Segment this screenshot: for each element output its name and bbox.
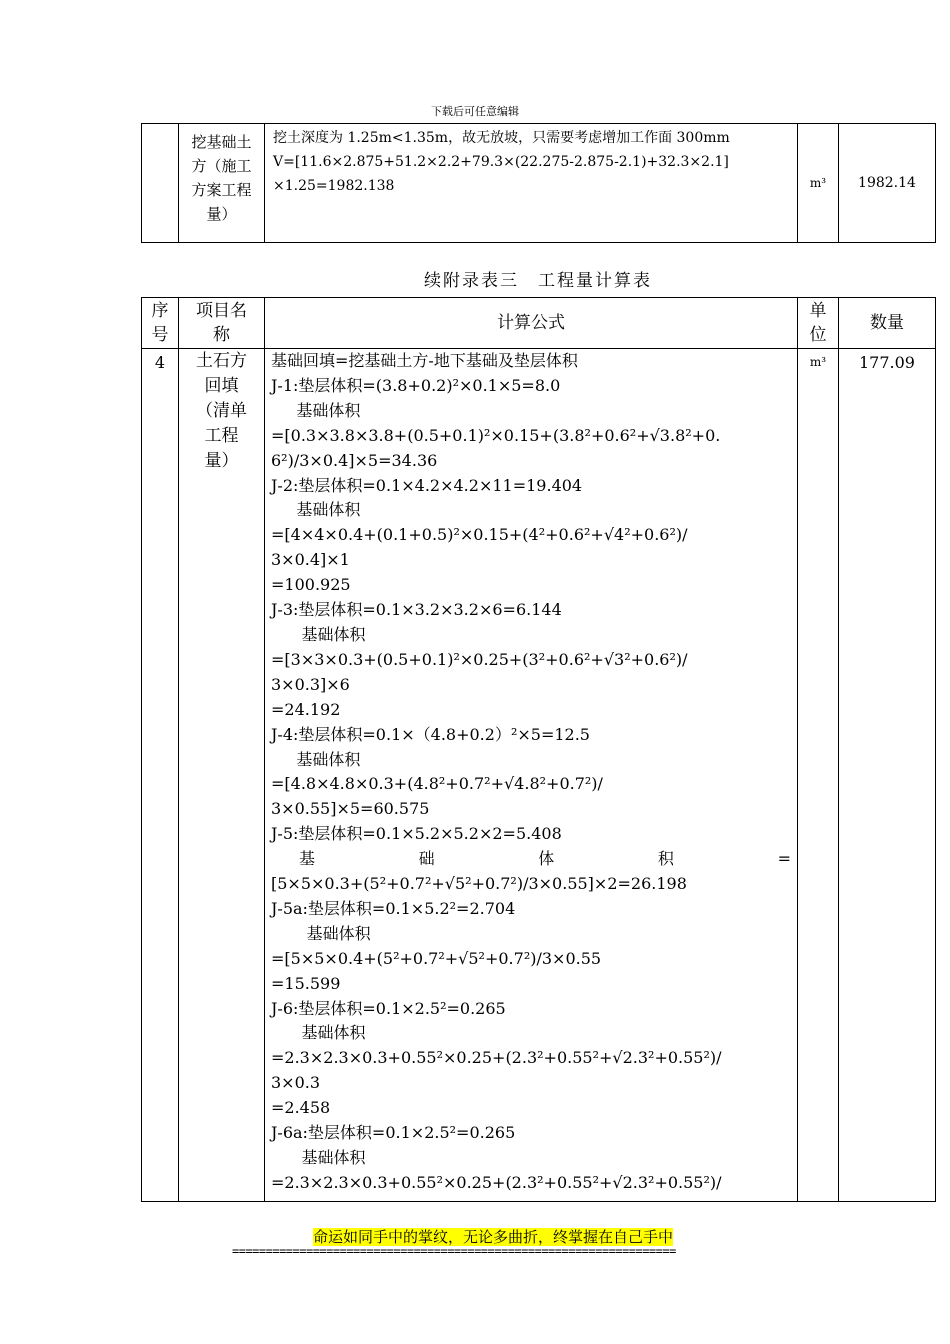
formula-cell <box>265 349 798 1202</box>
formula-line: 3×0.55]×5=60.575 <box>271 799 430 819</box>
formula-line: J-1:垫层体积=(3.8+0.2)²×0.1×5=8.0 <box>271 375 561 395</box>
formula-line: 3×0.3 <box>271 1073 321 1093</box>
spread-char: = <box>777 849 791 869</box>
formula-line: 基础体积 <box>271 1148 366 1167</box>
header-row <box>142 298 936 349</box>
header-line: 单 <box>809 301 827 321</box>
formula-line: =15.599 <box>271 973 341 993</box>
header-line: 项目名 <box>196 301 247 321</box>
formula-line: J-2:垫层体积=0.1×4.2×4.2×11=19.404 <box>271 475 583 495</box>
formula-line: 3×0.3]×6 <box>271 674 350 694</box>
item-name-line: 方（施工 <box>191 157 252 175</box>
item-name-line: （清单 <box>196 401 247 421</box>
item-name-cell <box>179 124 265 243</box>
formula-line: =24.192 <box>271 699 341 719</box>
formula-line: =[4×4×0.4+(0.1+0.5)²×0.15+(4²+0.6²+√4²+0.6²)/ <box>271 525 688 545</box>
formula-line: =[0.3×3.8×3.8+(0.5+0.1)²×0.15+(3.8²+0.6²+√3.8²+0. <box>271 425 721 445</box>
formula-line: 基础体积 <box>271 1023 366 1043</box>
formula-line: J-5a:垫层体积=0.1×5.2²=2.704 <box>271 898 516 918</box>
formula-line: [5×5×0.3+(5²+0.7²+√5²+0.7²)/3×0.55]×2=26.198 <box>271 874 687 894</box>
unit-cell: m³ <box>798 349 839 1202</box>
formula-line-spread <box>271 847 791 872</box>
formula-line: =[5×5×0.4+(5²+0.7²+√5²+0.7²)/3×0.55 <box>271 948 602 968</box>
formula-line: 基础体积 <box>271 923 371 943</box>
formula-line: J-5:垫层体积=0.1×5.2×5.2×2=5.408 <box>271 824 562 844</box>
formula-line: J-6:垫层体积=0.1×2.5²=0.265 <box>271 998 506 1018</box>
formula-line: V=[11.6×2.875+51.2×2.2+79.3×(22.275-2.875-2.1)+32.3×2.1] <box>273 154 729 170</box>
formula-line: =2.3×2.3×0.3+0.55²×0.25+(2.3²+0.55²+√2.3²+0.55²)/ <box>271 1048 722 1068</box>
unit-cell: m³ <box>798 124 839 243</box>
footer-divider: ================================================================== <box>232 1244 676 1258</box>
header-quantity: 数量 <box>839 298 936 349</box>
formula-line: 基础体积 <box>271 624 366 644</box>
item-name-cell <box>179 349 265 1202</box>
seq-cell <box>142 124 179 243</box>
formula-line: 基础体积 <box>271 500 361 520</box>
item-name-line: 量） <box>206 205 237 223</box>
formula-line: J-4:垫层体积=0.1×（4.8+0.2）²×5=12.5 <box>271 724 590 744</box>
item-name-line: 土石方 <box>196 351 247 371</box>
continuation-table <box>141 123 936 243</box>
formula-line: J-6a:垫层体积=0.1×2.5²=0.265 <box>271 1123 516 1143</box>
formula-line: 挖土深度为 1.25m<1.35m，故无放坡，只需要考虑增加工作面 300mm <box>273 130 730 146</box>
formula-line: =2.458 <box>271 1098 331 1118</box>
header-line: 位 <box>809 325 827 345</box>
table-row <box>142 124 936 243</box>
header-seq <box>142 298 179 349</box>
formula-line: 基础体积 <box>271 400 361 420</box>
table-row <box>142 349 936 1202</box>
item-name-line: 回填 <box>204 376 239 396</box>
formula-line: =[4.8×4.8×0.3+(4.8²+0.7²+√4.8²+0.7²)/ <box>271 774 603 794</box>
formula-line: ×1.25=1982.138 <box>273 178 395 194</box>
header-note: 下载后可任意编辑 <box>431 105 519 118</box>
item-name-line: 量） <box>204 451 239 471</box>
item-name-line: 挖基础土 <box>191 133 252 151</box>
formula-line: 6²)/3×0.4]×5=34.36 <box>271 450 438 470</box>
formula-line: =100.925 <box>271 575 351 595</box>
spread-char: 体 <box>538 849 555 869</box>
quantity-cell: 177.09 <box>839 349 936 1202</box>
formula-line: 3×0.4]×1 <box>271 550 350 570</box>
table-title: 续附录表三 工程量计算表 <box>424 271 652 291</box>
formula-line: 基础体积 <box>271 749 361 769</box>
highlighted-quote: 命运如同手中的掌纹，无论多曲折，终掌握在自己手中 <box>312 1228 673 1246</box>
seq-cell: 4 <box>142 349 179 1202</box>
spread-char: 基 <box>299 849 316 869</box>
quantity-cell: 1982.14 <box>839 124 936 243</box>
header-item-name <box>179 298 265 349</box>
quantity-calculation-table <box>141 297 936 1202</box>
item-name-line: 工程 <box>204 426 239 446</box>
formula-line: J-3:垫层体积=0.1×3.2×3.2×6=6.144 <box>271 600 562 620</box>
spread-char: 积 <box>657 849 674 869</box>
formula-cell <box>265 124 798 243</box>
header-line: 号 <box>151 325 169 345</box>
header-unit <box>798 298 839 349</box>
formula-line: 基础回填=挖基础土方-地下基础及垫层体积 <box>271 351 578 370</box>
item-name-line: 方案工程 <box>191 181 252 199</box>
spread-char: 础 <box>418 849 435 869</box>
header-line: 序 <box>151 301 169 321</box>
formula-line: =2.3×2.3×0.3+0.55²×0.25+(2.3²+0.55²+√2.3²+0.55²)/ <box>271 1172 722 1192</box>
header-line: 称 <box>213 325 230 345</box>
formula-line: =[3×3×0.3+(0.5+0.1)²×0.25+(3²+0.6²+√3²+0.6²)/ <box>271 649 688 669</box>
header-formula: 计算公式 <box>265 298 798 349</box>
